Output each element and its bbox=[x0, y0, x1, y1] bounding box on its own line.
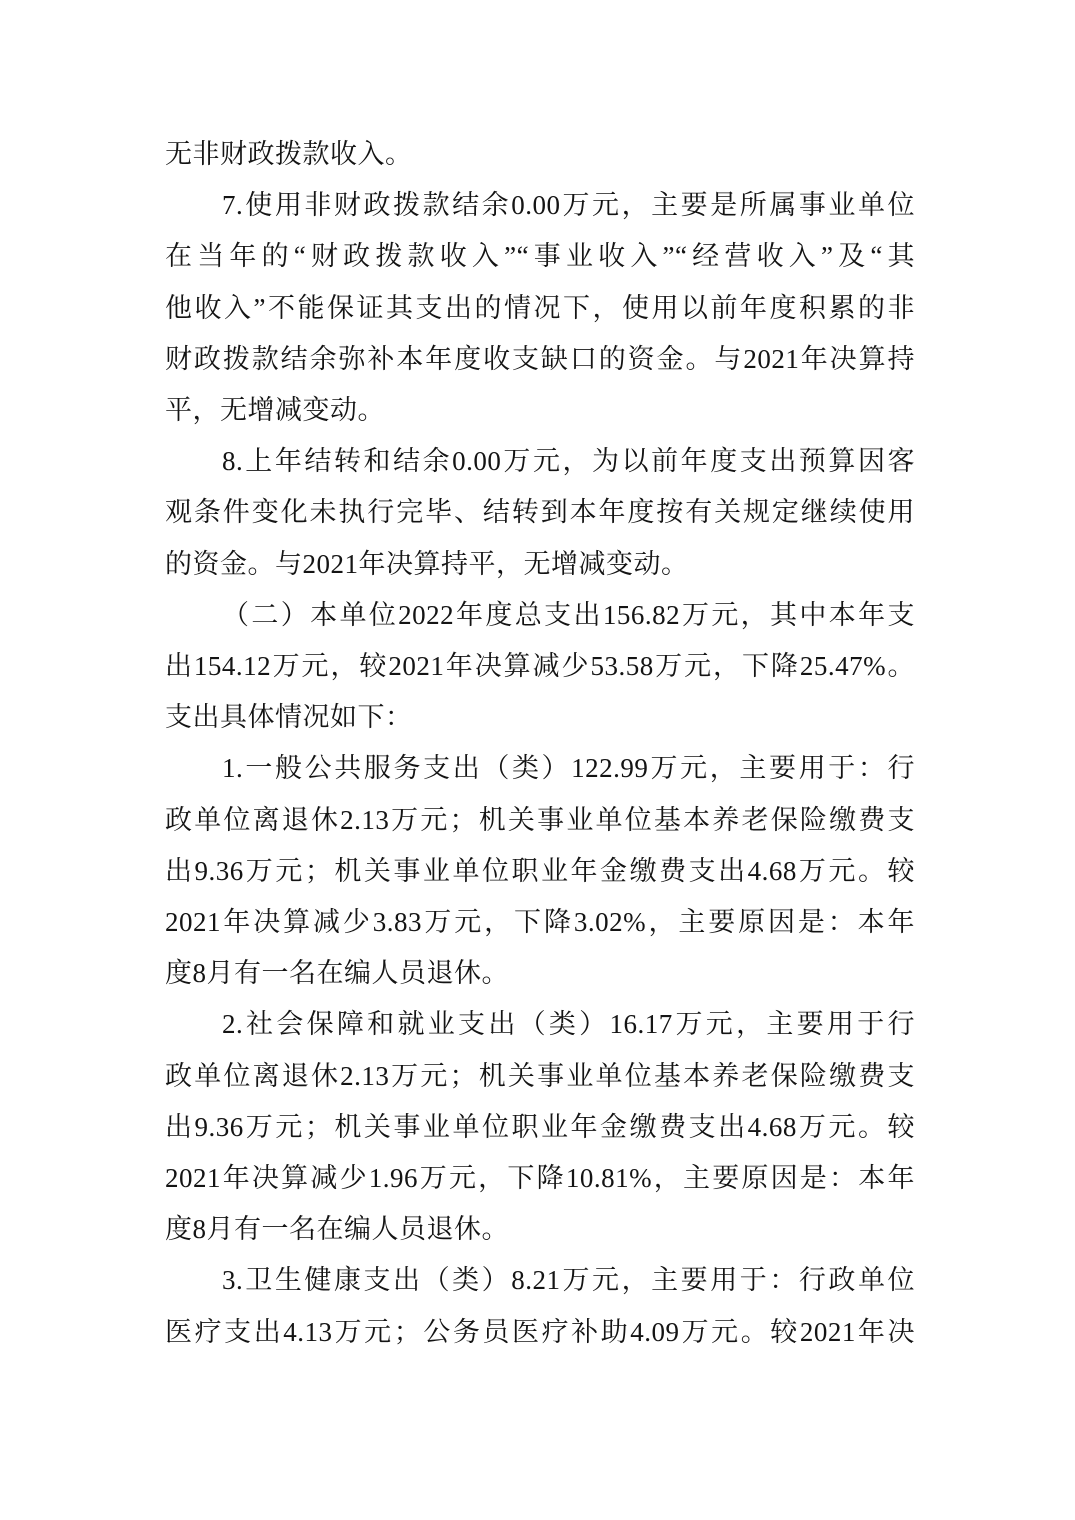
text-line: 政单位离退休2.13万元；机关事业单位基本养老保险缴费支 bbox=[165, 1060, 915, 1091]
text-line: 出9.36万元；机关事业单位职业年金缴费支出4.68万元。较 bbox=[165, 1111, 915, 1142]
text-line: 出9.36万元；机关事业单位职业年金缴费支出4.68万元。较 bbox=[165, 855, 915, 886]
text-line: （二）本单位2022年度总支出156.82万元，其中本年支 bbox=[222, 599, 915, 630]
text-line: 政单位离退休2.13万元；机关事业单位基本养老保险缴费支 bbox=[165, 804, 915, 835]
text-line: 财政拨款结余弥补本年度收支缺口的资金。与2021年决算持 bbox=[165, 343, 915, 374]
text-line: 在当年的“财政拨款收入”“事业收入”“经营收入”及“其 bbox=[165, 241, 915, 272]
text-line: 支出具体情况如下： bbox=[165, 702, 413, 733]
text-line: 出154.12万元，较2021年决算减少53.58万元，下降25.47%。 bbox=[165, 651, 915, 682]
text-line: 2021年决算减少1.96万元，下降10.81%，主要原因是：本年 bbox=[165, 1163, 915, 1194]
text-line: 8.上年结转和结余0.00万元，为以前年度支出预算因客 bbox=[222, 446, 915, 477]
text-line: 度8月有一名在编人员退休。 bbox=[165, 1214, 509, 1245]
text-line: 他收入”不能保证其支出的情况下，使用以前年度积累的非 bbox=[165, 292, 915, 323]
text-line: 无非财政拨款收入。 bbox=[165, 139, 413, 169]
text-line: 平，无增减变动。 bbox=[165, 395, 385, 426]
text-line: 1.一般公共服务支出（类）122.99万元，主要用于：行 bbox=[222, 753, 915, 784]
document-body-text bbox=[165, 129, 915, 1358]
text-line: 3.卫生健康支出（类）8.21万元，主要用于：行政单位 bbox=[222, 1265, 915, 1296]
text-line: 2021年决算减少3.83万元，下降3.02%，主要原因是：本年 bbox=[165, 907, 915, 938]
text-line: 观条件变化未执行完毕、结转到本年度按有关规定继续使用 bbox=[165, 497, 915, 528]
text-line: 7.使用非财政拨款结余0.00万元，主要是所属事业单位 bbox=[222, 190, 915, 221]
text-line: 度8月有一名在编人员退休。 bbox=[165, 958, 509, 989]
text-line: 医疗支出4.13万元；公务员医疗补助4.09万元。较2021年决 bbox=[165, 1316, 915, 1347]
text-line: 2.社会保障和就业支出（类）16.17万元，主要用于行 bbox=[222, 1009, 915, 1040]
text-line: 的资金。与2021年决算持平，无增减变动。 bbox=[165, 548, 689, 579]
